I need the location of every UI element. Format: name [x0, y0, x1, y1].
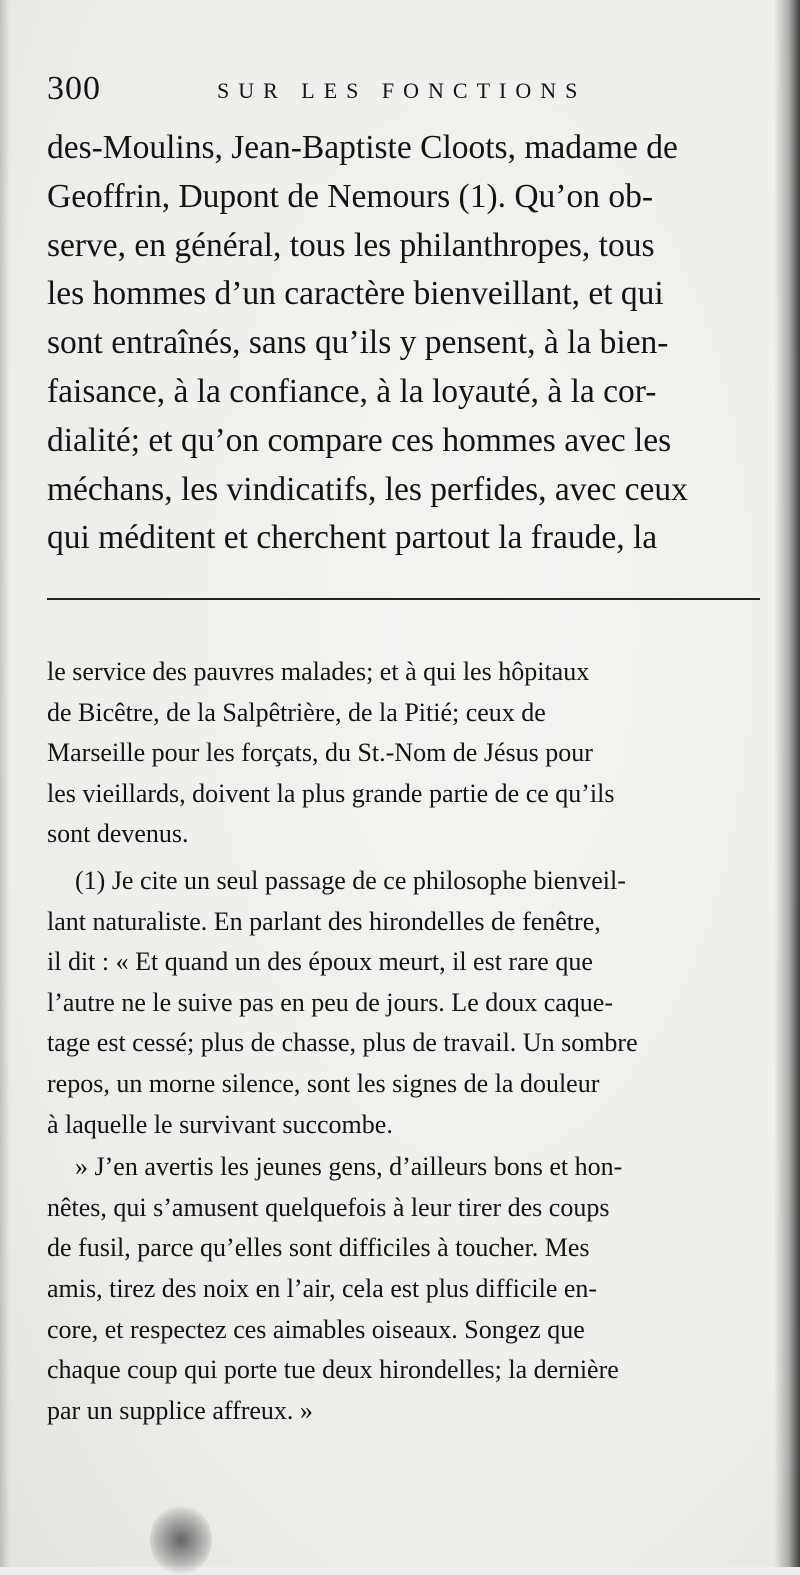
- footnote-line: nêtes, qui s’amusent quelquefois à leur tirer des coups: [47, 1192, 610, 1222]
- footnote-line: Marseille pour les forçats, du St.-Nom de Jésus pour: [47, 738, 593, 768]
- page-binding-shadow: [774, 0, 800, 1567]
- main-text-line: qui méditent et cherchent partout la fraude, la: [47, 519, 658, 557]
- footnotes-block: [47, 652, 767, 1431]
- footnote-line: par un supplice affreux. »: [47, 1395, 313, 1425]
- main-text-line: faisance, à la confiance, à la loyauté, à la cor-: [47, 372, 657, 410]
- main-text-line: Geoffrin, Dupont de Nemours (1). Qu’on ob-: [47, 177, 653, 215]
- footnote-line: les vieillards, doivent la plus grande partie de ce qu’ils: [47, 778, 615, 808]
- footnote-line: à laquelle le survivant succombe.: [47, 1109, 393, 1139]
- footnote-line: repos, un morne silence, sont les signes de la douleur: [47, 1068, 600, 1098]
- page-header: [47, 70, 747, 110]
- footnote-line: lant naturaliste. En parlant des hirondelles de fenêtre,: [47, 906, 601, 936]
- main-text-line: des-Moulins, Jean-Baptiste Cloots, madame de: [47, 129, 678, 166]
- footnote-1: [47, 861, 767, 1145]
- footnote-continued: [47, 652, 767, 855]
- page-number: 300: [47, 70, 101, 107]
- footnote-line: de Bicêtre, de la Salpêtrière, de la Pitié; ceux de: [47, 697, 546, 727]
- page-left-shadow: [0, 0, 10, 1567]
- footnote-line: le service des pauvres malades; et à qui les hôpitaux: [47, 657, 590, 686]
- footnote-line: » J’en avertis les jeunes gens, d’ailleurs bons et hon-: [75, 1152, 623, 1182]
- footnote-line: (1) Je cite un seul passage de ce philosophe bienveil-: [75, 865, 626, 895]
- footnote-separator-rule: [47, 598, 760, 600]
- footnote-line: de fusil, parce qu’elles sont difficiles à toucher. Mes: [47, 1233, 590, 1263]
- footnote-line: chaque coup qui porte tue deux hirondelles; la dernière: [47, 1355, 619, 1385]
- footnote-1-continuation: [47, 1147, 767, 1431]
- main-text-line: sont entraînés, sans qu’ils y pensent, à la bien-: [47, 324, 669, 362]
- footnote-line: il dit : « Et quand un des époux meurt, il est rare que: [47, 947, 593, 977]
- footnote-line: sont devenus.: [47, 819, 189, 849]
- footnote-line: tage est cessé; plus de chasse, plus de travail. Un sombre: [47, 1028, 638, 1058]
- main-text-line: dialité; et qu’on compare ces hommes avec les: [47, 421, 672, 459]
- running-head: SUR LES FONCTIONS: [217, 78, 587, 103]
- main-text-block: [47, 124, 760, 563]
- main-text-line: les hommes d’un caractère bienveillant, et qui: [47, 275, 664, 313]
- main-text-line: serve, en général, tous les philanthropes, tous: [47, 226, 655, 264]
- main-text-line: méchans, les vindicatifs, les perfides, avec ceux: [47, 470, 688, 508]
- ink-smudge: [150, 1505, 212, 1575]
- footnote-line: l’autre ne le suive pas en peu de jours. Le doux caque-: [47, 987, 614, 1017]
- footnote-line: amis, tirez des noix en l’air, cela est plus difficile en-: [47, 1273, 598, 1303]
- footnote-line: core, et respectez ces aimables oiseaux. Songez que: [47, 1314, 585, 1344]
